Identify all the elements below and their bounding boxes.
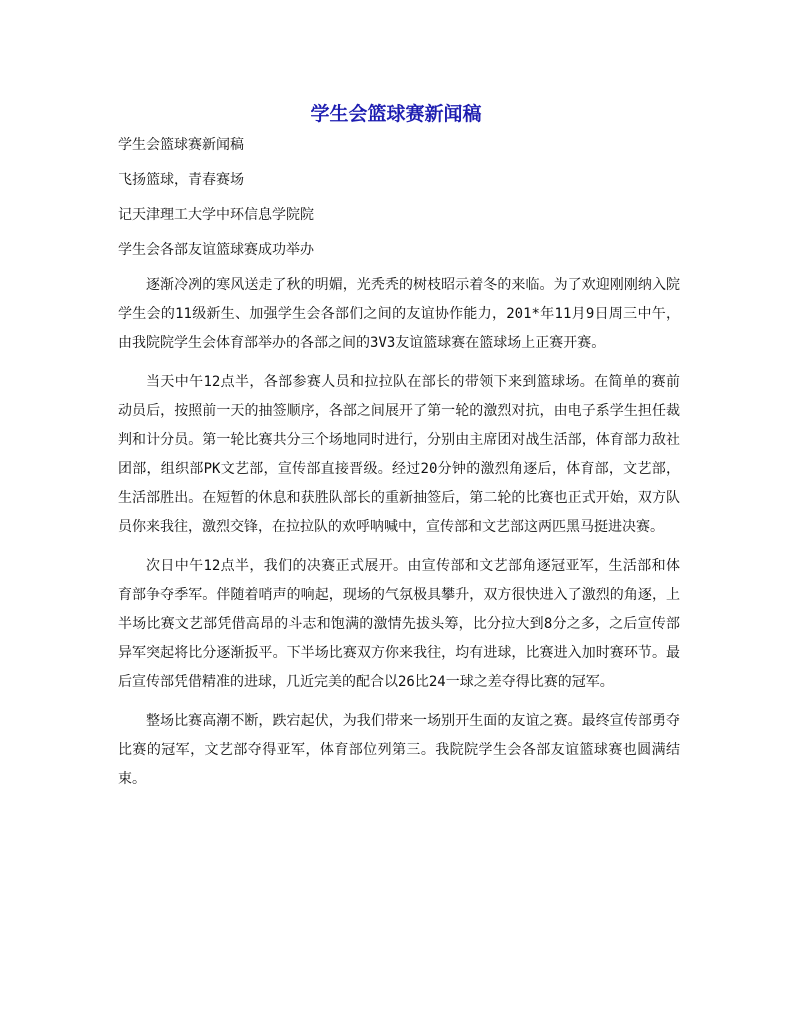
header-line-title: 学生会篮球赛新闻稿 [118, 137, 244, 153]
header-line-institution: 记天津理工大学中环信息学院院 [118, 207, 314, 223]
paragraph-conclusion: 整场比赛高潮不断，跌宕起伏，为我们带来一场别开生面的友谊之赛。最终宣传部勇夺比赛的冠军，文艺部夺得亚军，体育部位列第三。我院院学生会各部友谊篮球赛也圆满结束。 [118, 713, 680, 787]
document-title: 学生会篮球赛新闻稿 [310, 103, 482, 125]
header-line-slogan: 飞扬篮球，青春赛场 [118, 172, 244, 188]
header-line-subtitle: 学生会各部友谊篮球赛成功举办 [118, 242, 314, 258]
paragraph-intro: 逐渐冷冽的寒风送走了秋的明媚，光秃秃的树枝昭示着冬的来临。为了欢迎刚刚纳入院学生会的11级新生、加强学生会各部们之间的友谊协作能力，201*年11月9日周三中午，由我院院学生会体育部举办的各部之间的3V3友谊篮球赛在篮球场上正赛开赛。 [118, 277, 680, 351]
paragraph-final: 次日中午12点半，我们的决赛正式展开。由宣传部和文艺部角逐冠亚军，生活部和体育部争夺季军。伴随着哨声的响起，现场的气氛极具攀升，双方很快进入了激烈的角逐，上半场比赛文艺部凭借高昂的斗志和饱满的激情先拔头筹，比分拉大到8分之多，之后宣传部异军突起将比分逐渐扳平。下半场比赛双方你来我往，均有进球，比赛进入加时赛环节。最后宣传部凭借精准的进球，几近完美的配合以26比24一球之差夺得比赛的冠军。 [118, 558, 680, 690]
document-body [118, 131, 680, 794]
paragraph-first-day: 当天中午12点半，各部参赛人员和拉拉队在部长的带领下来到篮球场。在简单的赛前动员后，按照前一天的抽签顺序，各部之间展开了第一轮的激烈对抗，由电子系学生担任裁判和计分员。第一轮比赛共分三个场地同时进行，分别由主席团对战生活部，体育部力敌社团部，组织部PK文艺部，宣传部直接晋级。经过20分钟的激烈角逐后，体育部，文艺部，生活部胜出。在短暂的休息和获胜队部长的重新抽签后，第二轮的比赛也正式开始，双方队员你来我往，激烈交锋，在拉拉队的欢呼呐喊中，宣传部和文艺部这两匹黑马挺进决赛。 [118, 374, 680, 535]
